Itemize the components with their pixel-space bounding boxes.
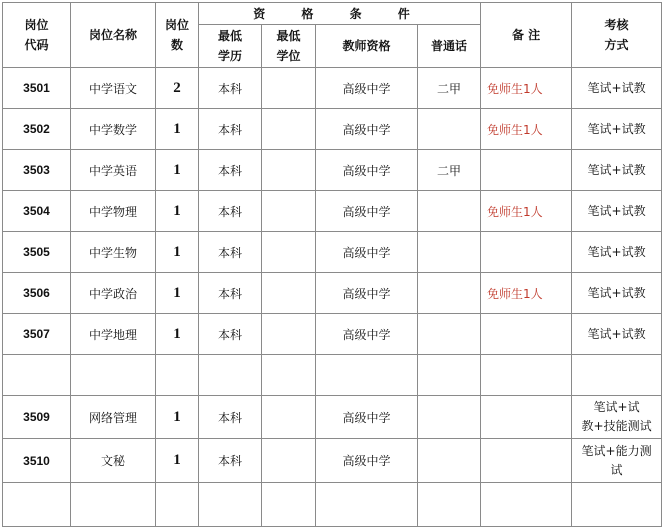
code-cell: 3510 — [3, 439, 71, 483]
count-cell: 1 — [156, 191, 199, 232]
edu-cell: 本科 — [199, 232, 262, 273]
exam-method-cell — [572, 109, 662, 150]
teacher-cert-cell — [316, 483, 418, 527]
remark-cell: 免师生1人 — [481, 109, 572, 150]
degree-cell — [262, 150, 316, 191]
teacher-cert-cell — [316, 355, 418, 396]
exam-method-cell — [572, 191, 662, 232]
teacher-cert-cell: 高级中学 — [316, 150, 418, 191]
edu-cell: 本科 — [199, 68, 262, 109]
header-name: 岗位名称 — [71, 3, 156, 68]
header-teacher-cert: 教师资格 — [316, 25, 418, 68]
exam-method-cell — [572, 232, 662, 273]
code-cell: 3502 — [3, 109, 71, 150]
teacher-cert-cell: 高级中学 — [316, 439, 418, 483]
remark-cell — [481, 483, 572, 527]
table-row — [3, 355, 662, 396]
degree-cell — [262, 314, 316, 355]
mandarin-cell: 二甲 — [418, 68, 481, 109]
header-count-line1: 岗位 — [164, 18, 189, 32]
position-name-cell — [71, 483, 156, 527]
position-name-cell — [71, 355, 156, 396]
degree-cell — [262, 355, 316, 396]
code-cell: 3504 — [3, 191, 71, 232]
count-cell: 1 — [156, 109, 199, 150]
exam-method-cell — [572, 68, 662, 109]
table-body — [3, 68, 662, 527]
code-cell: 3503 — [3, 150, 71, 191]
table-row — [3, 439, 662, 483]
mandarin-cell — [418, 396, 481, 439]
header-code-line1: 岗位 — [24, 18, 49, 32]
table-row — [3, 109, 662, 150]
degree-cell — [262, 273, 316, 314]
count-cell: 1 — [156, 273, 199, 314]
exam-method-line: 笔试+试教 — [587, 244, 646, 259]
degree-cell — [262, 396, 316, 439]
teacher-cert-cell: 高级中学 — [316, 232, 418, 273]
position-name-cell: 中学物理 — [71, 191, 156, 232]
edu-cell — [199, 355, 262, 396]
header-code-line2: 代码 — [24, 38, 49, 52]
teacher-cert-cell: 高级中学 — [316, 68, 418, 109]
mandarin-cell: 二甲 — [418, 150, 481, 191]
header-degree-line2: 学位 — [276, 49, 301, 63]
code-cell: 3507 — [3, 314, 71, 355]
header-edu-line2: 学历 — [217, 49, 242, 63]
code-cell — [3, 483, 71, 527]
edu-cell: 本科 — [199, 273, 262, 314]
header-edu — [199, 25, 262, 68]
position-name-cell: 中学政治 — [71, 273, 156, 314]
edu-cell: 本科 — [199, 314, 262, 355]
degree-cell — [262, 483, 316, 527]
exam-method-cell — [572, 314, 662, 355]
remark-cell — [481, 396, 572, 439]
remark-cell — [481, 439, 572, 483]
header-code — [3, 3, 71, 68]
code-cell — [3, 355, 71, 396]
exam-method-cell — [572, 273, 662, 314]
table-row — [3, 396, 662, 439]
table-row — [3, 483, 662, 527]
table-row — [3, 150, 662, 191]
recruitment-table — [2, 2, 662, 527]
exam-method-cell — [572, 355, 662, 396]
exam-method-line: 笔试+试教 — [587, 203, 646, 218]
mandarin-cell — [418, 439, 481, 483]
code-cell: 3505 — [3, 232, 71, 273]
exam-method-line: 笔试+试教 — [587, 326, 646, 341]
remark-cell — [481, 150, 572, 191]
header-count-line2: 数 — [170, 38, 183, 52]
header-edu-line1: 最低 — [217, 29, 242, 43]
mandarin-cell — [418, 232, 481, 273]
table-row — [3, 191, 662, 232]
header-exam — [572, 3, 662, 68]
count-cell: 1 — [156, 396, 199, 439]
exam-method-cell — [572, 439, 662, 483]
remark-cell: 免师生1人 — [481, 68, 572, 109]
degree-cell — [262, 439, 316, 483]
remark-cell — [481, 314, 572, 355]
header-remark: 备 注 — [481, 3, 572, 68]
position-name-cell: 网络管理 — [71, 396, 156, 439]
position-name-cell: 中学英语 — [71, 150, 156, 191]
edu-cell: 本科 — [199, 150, 262, 191]
exam-method-line: 笔试+试教 — [587, 285, 646, 300]
exam-method-cell — [572, 483, 662, 527]
code-cell: 3506 — [3, 273, 71, 314]
edu-cell: 本科 — [199, 396, 262, 439]
table-row — [3, 314, 662, 355]
exam-method-line: 教+技能测试 — [581, 419, 652, 433]
remark-cell: 免师生1人 — [481, 273, 572, 314]
edu-cell — [199, 483, 262, 527]
exam-method-line: 笔试+试教 — [587, 162, 646, 177]
mandarin-cell — [418, 273, 481, 314]
position-name-cell: 中学语文 — [71, 68, 156, 109]
header-count — [156, 3, 199, 68]
remark-cell — [481, 355, 572, 396]
header-qualification-group: 资 格 条 件 — [199, 3, 481, 25]
position-name-cell: 中学生物 — [71, 232, 156, 273]
mandarin-cell — [418, 314, 481, 355]
header-degree-line1: 最低 — [276, 29, 301, 43]
remark-cell: 免师生1人 — [481, 191, 572, 232]
mandarin-cell — [418, 191, 481, 232]
mandarin-cell — [418, 483, 481, 527]
position-name-cell: 中学数学 — [71, 109, 156, 150]
degree-cell — [262, 232, 316, 273]
header-degree — [262, 25, 316, 68]
mandarin-cell — [418, 109, 481, 150]
count-cell: 1 — [156, 150, 199, 191]
table-row — [3, 68, 662, 109]
exam-method-cell — [572, 396, 662, 439]
exam-method-line: 笔试+试教 — [587, 80, 646, 95]
edu-cell: 本科 — [199, 191, 262, 232]
degree-cell — [262, 191, 316, 232]
degree-cell — [262, 109, 316, 150]
code-cell: 3509 — [3, 396, 71, 439]
degree-cell — [262, 68, 316, 109]
count-cell: 1 — [156, 439, 199, 483]
header-exam-line1: 考核 — [604, 18, 629, 32]
remark-cell — [481, 232, 572, 273]
teacher-cert-cell: 高级中学 — [316, 273, 418, 314]
position-name-cell: 文秘 — [71, 439, 156, 483]
teacher-cert-cell: 高级中学 — [316, 191, 418, 232]
count-cell: 1 — [156, 314, 199, 355]
count-cell — [156, 355, 199, 396]
code-cell: 3501 — [3, 68, 71, 109]
teacher-cert-cell: 高级中学 — [316, 109, 418, 150]
edu-cell: 本科 — [199, 439, 262, 483]
table-row — [3, 232, 662, 273]
mandarin-cell — [418, 355, 481, 396]
exam-method-cell — [572, 150, 662, 191]
teacher-cert-cell: 高级中学 — [316, 396, 418, 439]
count-cell: 2 — [156, 68, 199, 109]
exam-method-line: 笔试+试教 — [587, 121, 646, 136]
header-exam-line2: 方式 — [604, 38, 629, 52]
table-row — [3, 273, 662, 314]
position-name-cell: 中学地理 — [71, 314, 156, 355]
teacher-cert-cell: 高级中学 — [316, 314, 418, 355]
edu-cell: 本科 — [199, 109, 262, 150]
exam-method-line: 笔试+试 — [593, 400, 640, 414]
count-cell — [156, 483, 199, 527]
exam-method-line: 试 — [610, 462, 623, 477]
header-mandarin: 普通话 — [418, 25, 481, 68]
count-cell: 1 — [156, 232, 199, 273]
exam-method-line: 笔试+能力测 — [581, 443, 652, 458]
